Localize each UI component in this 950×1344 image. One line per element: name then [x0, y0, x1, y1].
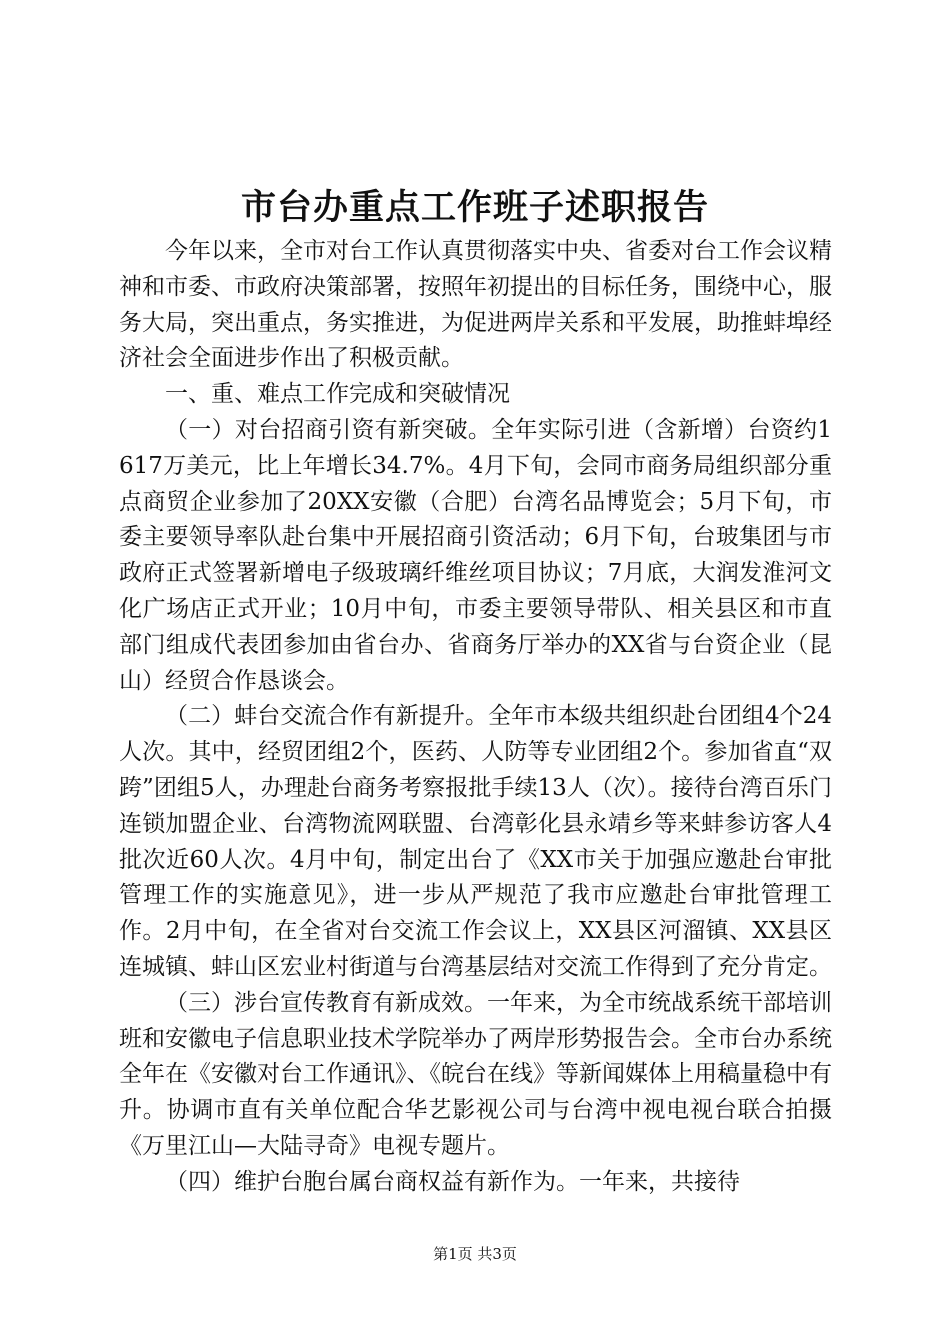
document-title: 市台办重点工作班子述职报告: [240, 187, 709, 228]
paragraph-intro: 今年以来，全市对台工作认真贯彻落实中央、省委对台工作会议精神和市委、市政府决策部署，按照年初提出的目标任务，围绕中心，服务大局，突出重点，务实推进，为促进两岸关系和平发展，助推蚌埠经济社会全面进步作出了积极贡献。: [119, 238, 832, 372]
paragraph-publicity: （三）涉台宣传教育有新成效。一年来，为全市统战系统干部培训班和安徽电子信息职业技术学院举办了两岸形势报告会。全市台办系统全年在《安徽对台工作通讯》、《皖台在线》等新闻媒体上用稿量稳中有升。协调市直有关单位配合华艺影视公司与台湾中视电视台联合拍摄《万里江山—大陆寻奇》电视专题片。: [119, 989, 832, 1159]
paragraph-rights: （四）维护台胞台属台商权益有新作为。一年来，共接待: [165, 1168, 740, 1195]
paragraph-exchange: （二）蚌台交流合作有新提升。全年市本级共组织赴台团组4个24人次。其中，经贸团组2个，医药、人防等专业团组2个。参加省直“双跨”团组5人，办理赴台商务考察报批手续13人（次）。接待台湾百乐门连锁加盟企业、台湾物流网联盟、台湾彰化县永靖乡等来蚌参访客人4批次近60人次。4月中旬，制定出台了《XX市关于加强应邀赴台审批管理工作的实施意见》，进一步从严规范了我市应邀赴台审批管理工作。2月中旬，在全省对台交流工作会议上，XX县区河溜镇、XX县区连城镇、蚌山区宏业村街道与台湾基层结对交流工作得到了充分肯定。: [119, 703, 832, 980]
section-heading: 一、重、难点工作完成和突破情况: [165, 381, 510, 408]
paragraph-investment: （一）对台招商引资有新突破。全年实际引进（含新增）台资约1617万美元，比上年增长34.7%。4月下旬，会同市商务局组织部分重点商贸企业参加了20XX安徽（合肥）台湾名品博览会；5月下旬，市委主要领导率队赴台集中开展招商引资活动；6月下旬，台玻集团与市政府正式签署新增电子级玻璃纤维丝项目协议；7月底，大润发淮河文化广场店正式开业；10月中旬，市委主要领导带队、相关县区和市直部门组成代表团参加由省台办、省商务厅举办的XX省与台资企业（昆山）经贸合作恳谈会。: [119, 416, 832, 694]
page-number-footer: 第1页 共3页: [433, 1245, 517, 1263]
document-body: [119, 234, 832, 1201]
